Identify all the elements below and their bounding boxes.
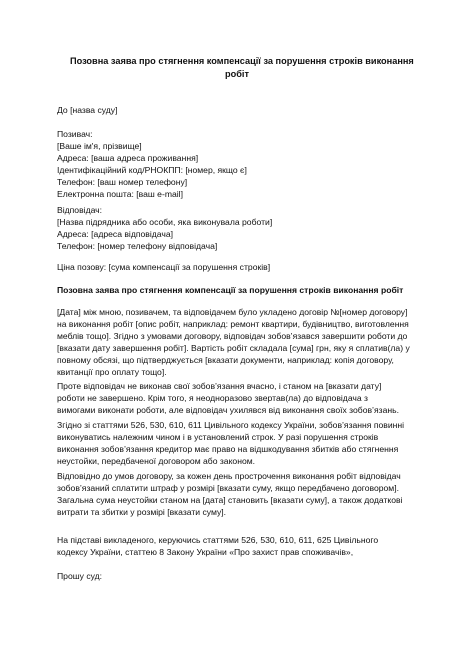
defendant-label: Відповідач: (57, 205, 103, 215)
paragraph-line: Загальна сума неустойки станом на [дата] становить [вказати суму], а також додаткові (57, 495, 403, 505)
defendant-line: Телефон: [номер телефону відповідача] (57, 241, 218, 251)
defendant-block (57, 204, 427, 252)
paragraph-line: неустойки, передбаченої договором або законом. (57, 456, 256, 466)
paragraph-line: меблів тощо]. Згідно з умовами договору, відповідач зобов’язався завершити роботи до (57, 331, 408, 341)
paragraph-4 (57, 470, 427, 518)
subheading-text: Позовна заява про стягнення компенсації за порушення строків виконання робіт (57, 285, 404, 295)
plaintiff-line: [Ваше ім'я, прізвище] (57, 141, 142, 151)
request-text: Прошу суд: (57, 571, 103, 581)
paragraph-line: повному обсязі, що підтверджується [вказати документи, наприклад: копія договору, (57, 355, 394, 365)
court-line (57, 104, 427, 116)
plaintiff-line: Ідентифікаційний код/РНОКПП: [номер, якщо є] (57, 165, 247, 175)
paragraph-line: На підставі викладеного, керуючись статтями 526, 530, 610, 611, 625 Цивільного (57, 535, 379, 545)
paragraph-line: витрати та збитки у розмірі [вказати суму]. (57, 507, 227, 517)
paragraph-line: кодексу України, статтею 8 Закону України «Про захист прав споживачів», (57, 547, 354, 557)
document-title-line: робіт (225, 69, 249, 79)
defendant-line: Адреса: [адреса відповідача] (57, 229, 174, 239)
plaintiff-line: Адреса: [ваша адреса проживання] (57, 153, 199, 163)
claim-price (57, 261, 427, 273)
paragraph-line: [вказати дату завершення робіт]. Вартість робіт складала [сума] грн, яку я сплатив(ла) у (57, 343, 410, 353)
paragraph-line: виконуватись належним чином і в установлений строк. У разі порушення строків (57, 432, 379, 442)
plaintiff-line: Телефон: [ваш номер телефону] (57, 177, 188, 187)
document-title (70, 55, 414, 81)
paragraph-1 (57, 306, 427, 378)
paragraph-line: виконання зобов’язання кредитор має право на відшкодування збитків або стягнення (57, 444, 399, 454)
paragraph-line: Згідно зі статтями 526, 530, 610, 611 Цивільного кодексу України, зобов’язання повинні (57, 420, 405, 430)
plaintiff-block (57, 128, 427, 200)
plaintiff-label: Позивач: (57, 129, 93, 139)
court-name: До [назва суду] (57, 105, 118, 115)
paragraph-line: на виконання робіт [опис робіт, наприклад: ремонт квартири, будівництво, виготовлення (57, 319, 409, 329)
paragraph-line: вимогами виконати роботи, але відповідач ухилявся від виконання своїх зобов’язань. (57, 405, 399, 415)
paragraph-line: Відповідно до умов договору, за кожен день прострочення виконання робіт відповідач (57, 471, 401, 481)
paragraph-line: Проте відповідач не виконав свої зобов’язання вчасно, і станом на [вказати дату] (57, 381, 382, 391)
paragraph-line: квитанції про оплату тощо]. (57, 367, 167, 377)
paragraph-line: [Дата] між мною, позивачем, та відповідачем було укладено договір №[номер договору] (57, 307, 408, 317)
defendant-line: [Назва підрядника або особи, яка виконувала роботи] (57, 217, 273, 227)
paragraph-5 (57, 534, 427, 558)
paragraph-line: зобов’язаний сплатити штраф у розмірі [вказати суму, якщо передбачено договором]. (57, 483, 399, 493)
paragraph-3 (57, 419, 427, 467)
claim-price-text: Ціна позову: [сума компенсації за порушення строків] (57, 262, 271, 272)
body-subheading (57, 284, 427, 296)
document-title-line: Позовна заява про стягнення компенсації за порушення строків виконання (70, 56, 414, 66)
request-line (57, 570, 427, 582)
plaintiff-line: Електронна пошта: [ваш e-mail] (57, 189, 183, 199)
paragraph-line: роботи не завершено. Крім того, я неодноразово звертав(ла) до відповідача з (57, 393, 368, 403)
paragraph-2 (57, 380, 427, 416)
